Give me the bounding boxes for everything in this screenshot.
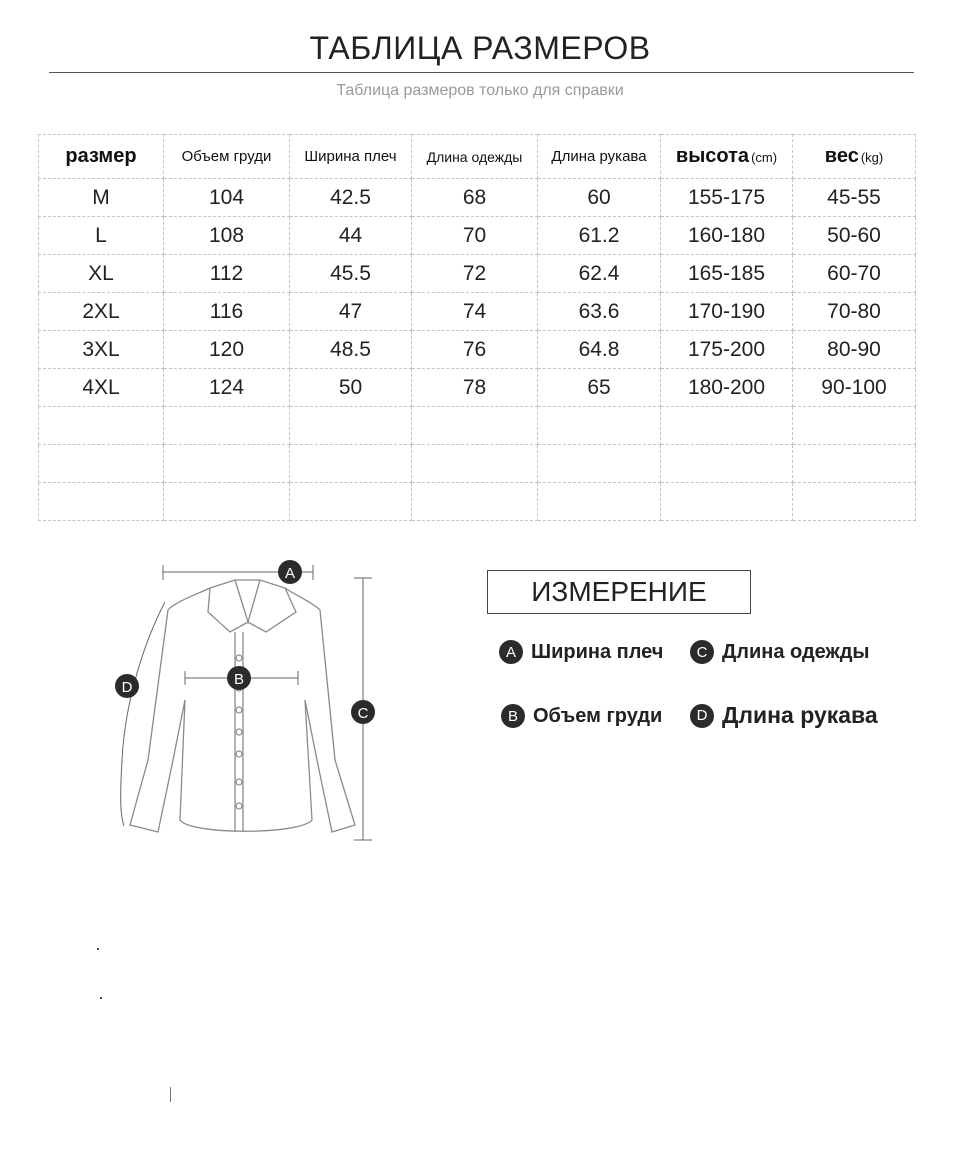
cell-sleeve: 61.2 xyxy=(538,217,661,255)
badge-b-icon: B xyxy=(501,704,525,728)
measurement-title: ИЗМЕРЕНИЕ xyxy=(487,570,751,614)
legend-label: Длина рукава xyxy=(722,702,878,728)
header-height xyxy=(661,135,793,179)
cell-height: 175-200 xyxy=(661,331,793,369)
table-header-row xyxy=(39,135,916,179)
cell-shoulder: 42.5 xyxy=(290,179,412,217)
legend-label: Ширина плеч xyxy=(531,640,664,663)
cell-sleeve: 65 xyxy=(538,369,661,407)
cell-height: 170-190 xyxy=(661,293,793,331)
cell-size: 4XL xyxy=(39,369,164,407)
svg-text:A: A xyxy=(284,565,296,582)
decorative-dot xyxy=(100,997,102,999)
table-row-empty xyxy=(39,407,916,445)
marker-a-icon xyxy=(278,560,302,584)
legend-chest xyxy=(501,704,662,728)
table-row xyxy=(39,369,916,407)
cell-chest: 104 xyxy=(164,179,290,217)
page-title: ТАБЛИЦА РАЗМЕРОВ xyxy=(309,30,651,66)
marker-c-icon xyxy=(351,700,375,724)
cell-chest: 124 xyxy=(164,369,290,407)
cell-length: 78 xyxy=(412,369,538,407)
cell-size: M xyxy=(39,179,164,217)
cell-chest: 116 xyxy=(164,293,290,331)
badge-c-icon: C xyxy=(690,640,714,664)
header-height-label: высота xyxy=(675,145,750,167)
cell-shoulder: 44 xyxy=(290,217,412,255)
cell-sleeve: 64.8 xyxy=(538,331,661,369)
cell-size: L xyxy=(39,217,164,255)
header-sleeve: Длина рукава xyxy=(538,135,661,179)
cell-size: XL xyxy=(39,255,164,293)
cell-height: 180-200 xyxy=(661,369,793,407)
title-divider xyxy=(49,72,914,73)
header-size: размер xyxy=(39,135,164,179)
cell-shoulder: 48.5 xyxy=(290,331,412,369)
svg-text:D: D xyxy=(121,679,133,696)
table-row xyxy=(39,293,916,331)
cell-length: 76 xyxy=(412,331,538,369)
legend-label: Объем груди xyxy=(533,704,663,727)
cell-chest: 108 xyxy=(164,217,290,255)
table-row-empty xyxy=(39,483,916,521)
marker-d-icon xyxy=(115,674,139,698)
header-weight-unit: (kg) xyxy=(860,150,884,165)
cell-length: 74 xyxy=(412,293,538,331)
header-weight-label: вес xyxy=(824,145,859,167)
header-chest: Объем груди xyxy=(164,135,290,179)
cell-length: 68 xyxy=(412,179,538,217)
cell-shoulder: 47 xyxy=(290,293,412,331)
decorative-dot xyxy=(97,948,99,950)
cell-weight: 60-70 xyxy=(793,255,916,293)
cell-sleeve: 63.6 xyxy=(538,293,661,331)
badge-a-icon: A xyxy=(499,640,523,664)
cell-weight: 90-100 xyxy=(793,369,916,407)
legend-sleeve xyxy=(690,702,878,729)
legend-length xyxy=(690,640,869,664)
marker-b-icon xyxy=(227,666,251,690)
cell-weight: 50-60 xyxy=(793,217,916,255)
badge-d-icon: D xyxy=(690,704,714,728)
table-row xyxy=(39,179,916,217)
cell-chest: 120 xyxy=(164,331,290,369)
cell-size: 3XL xyxy=(39,331,164,369)
header-weight xyxy=(793,135,916,179)
cell-sleeve: 62.4 xyxy=(538,255,661,293)
legend-label: Длина одежды xyxy=(722,640,870,663)
shirt-outline-icon xyxy=(130,580,355,832)
cell-chest: 112 xyxy=(164,255,290,293)
table-row xyxy=(39,217,916,255)
page-subtitle: Таблица размеров только для справки xyxy=(336,82,624,99)
cell-height: 160-180 xyxy=(661,217,793,255)
cell-sleeve: 60 xyxy=(538,179,661,217)
table-row xyxy=(39,331,916,369)
cell-length: 72 xyxy=(412,255,538,293)
cell-weight: 45-55 xyxy=(793,179,916,217)
legend-shoulder xyxy=(499,640,663,664)
shirt-diagram xyxy=(100,550,400,850)
header-height-unit: (cm) xyxy=(751,150,778,165)
cell-height: 155-175 xyxy=(661,179,793,217)
cell-shoulder: 45.5 xyxy=(290,255,412,293)
table-row-empty xyxy=(39,445,916,483)
decorative-tick xyxy=(170,1087,171,1102)
svg-text:B: B xyxy=(233,671,245,688)
cell-weight: 70-80 xyxy=(793,293,916,331)
svg-text:C: C xyxy=(357,705,369,722)
cell-size: 2XL xyxy=(39,293,164,331)
header-shoulder: Ширина плеч xyxy=(290,135,412,179)
cell-shoulder: 50 xyxy=(290,369,412,407)
cell-length: 70 xyxy=(412,217,538,255)
size-table xyxy=(38,134,916,521)
cell-weight: 80-90 xyxy=(793,331,916,369)
table-row xyxy=(39,255,916,293)
cell-height: 165-185 xyxy=(661,255,793,293)
header-length: Длина одежды xyxy=(412,135,538,179)
